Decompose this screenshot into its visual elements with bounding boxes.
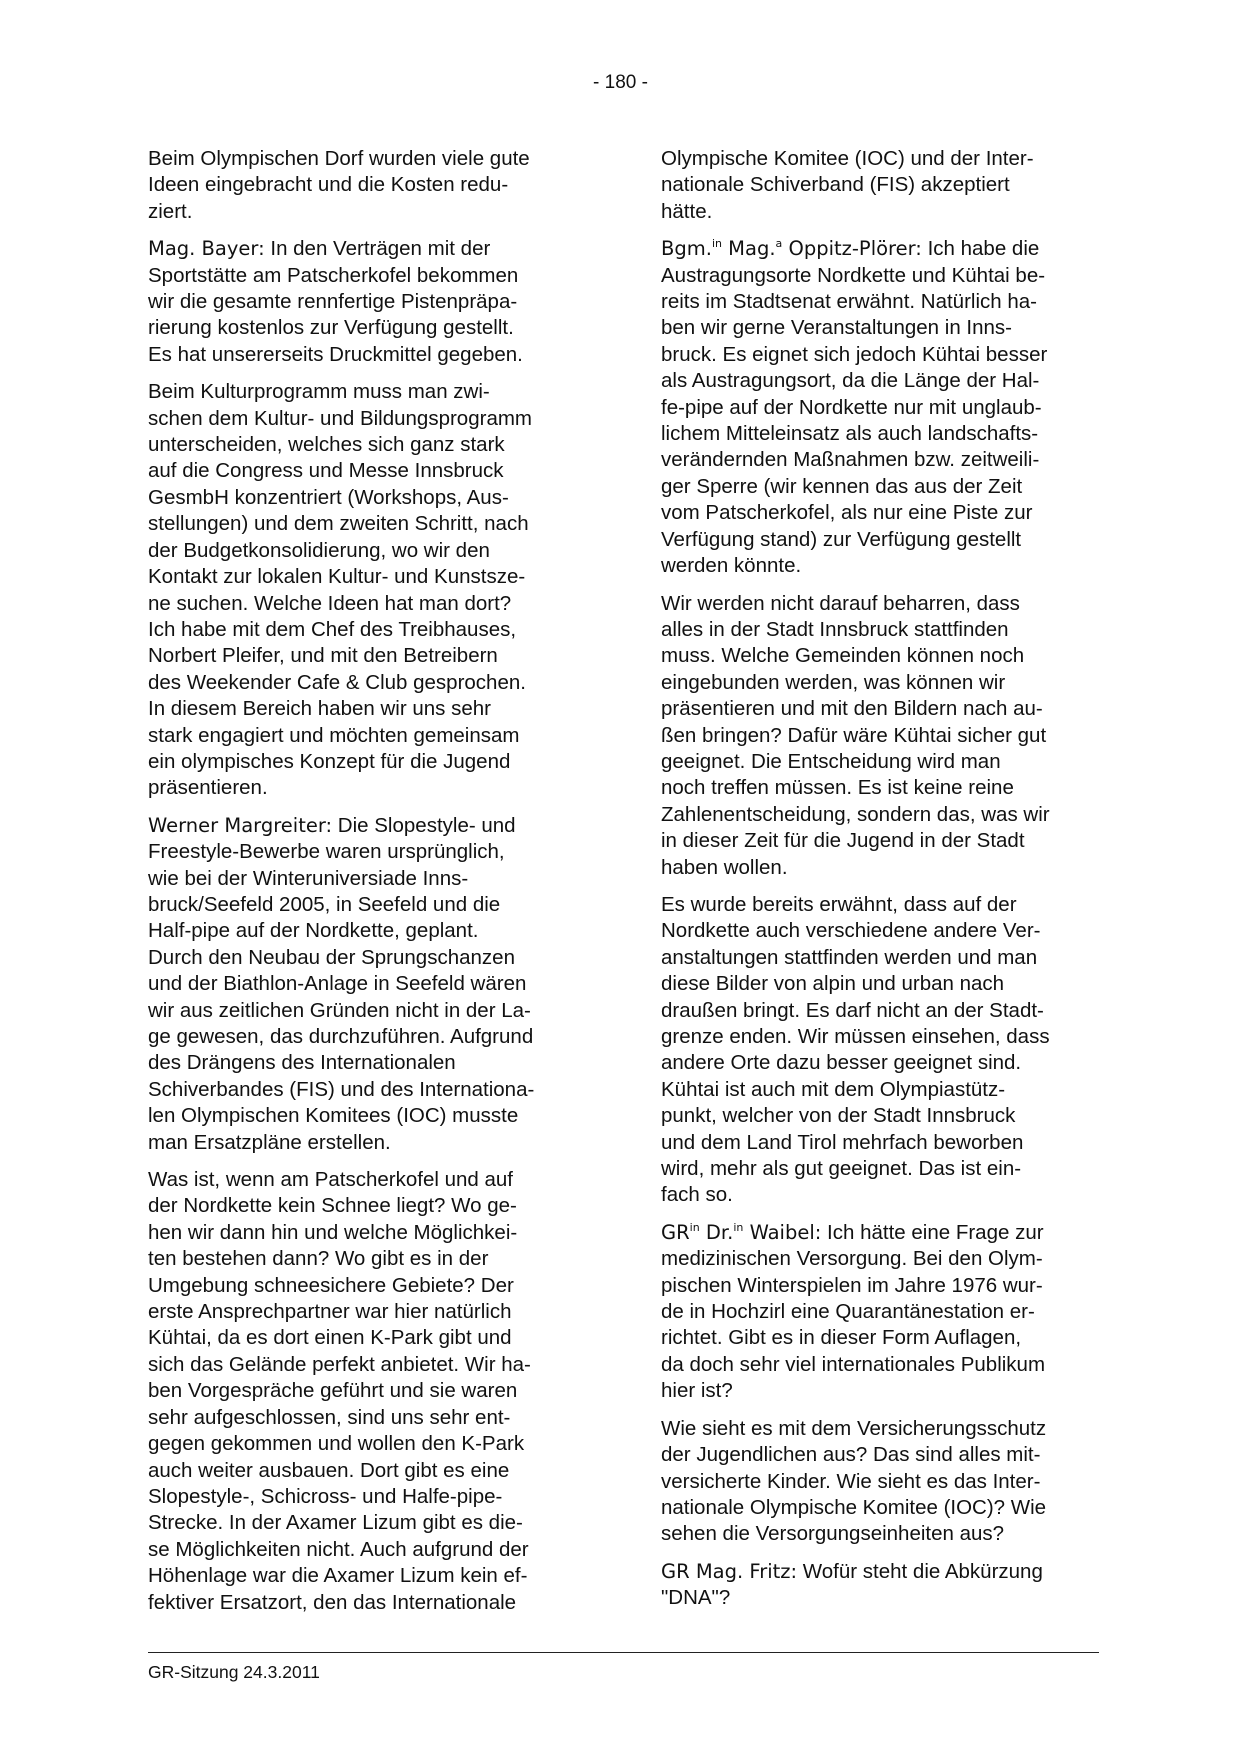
text-line: Ich habe mit dem Chef des Treibhauses, xyxy=(148,617,517,641)
speaker-title: Dr. xyxy=(699,1220,734,1244)
text-line: sehr aufgeschlossen, sind uns sehr ent- xyxy=(148,1405,511,1429)
text-line: des Drängens des Internationalen xyxy=(148,1051,456,1075)
text-line: Kühtai ist auch mit dem Olympiastütz- xyxy=(661,1077,1006,1101)
text-line: präsentieren. xyxy=(148,776,268,800)
speaker-name: GR Mag. Fritz: xyxy=(661,1559,798,1583)
text-line: ben Vorgespräche geführt und sie waren xyxy=(148,1379,518,1403)
text-line: der Nordkette kein Schnee liegt? Wo ge- xyxy=(148,1194,517,1218)
text-line: de in Hochzirl eine Quarantänestation er- xyxy=(661,1300,1035,1324)
text-line: len Olympischen Komitees (IOC) musste xyxy=(148,1104,519,1128)
text-line: gegen gekommen und wollen den K-Park xyxy=(148,1432,525,1456)
text-line: Es wurde bereits erwähnt, dass auf der xyxy=(661,892,1017,916)
text-line: pischen Winterspielen im Jahre 1976 wur- xyxy=(661,1273,1043,1297)
speaker-title: Mag. xyxy=(721,237,776,261)
text-line: Norbert Pleifer, und mit den Betreibern xyxy=(148,644,498,668)
footer-divider xyxy=(148,1652,1099,1653)
superscript: in xyxy=(711,237,722,251)
paragraph xyxy=(148,146,598,225)
text-line xyxy=(148,813,598,839)
text-line: ziert. xyxy=(148,199,193,223)
text-line: Umgebung schneesichere Gebiete? Der xyxy=(148,1273,514,1297)
paragraph xyxy=(661,146,1111,225)
superscript: in xyxy=(689,1220,700,1234)
text-segment: Ich habe die xyxy=(921,237,1040,261)
text-line: wir aus zeitlichen Gründen nicht in der La- xyxy=(148,998,531,1022)
paragraph xyxy=(148,813,598,1156)
text-line: versicherte Kinder. Wie sieht es das Inter- xyxy=(661,1469,1041,1493)
text-line: Freestyle-Bewerbe waren ursprünglich, xyxy=(148,840,505,864)
text-line: ßen bringen? Dafür wäre Kühtai sicher gut xyxy=(661,723,1047,747)
text-line: punkt, welcher von der Stadt Innsbruck xyxy=(661,1104,1016,1128)
paragraph xyxy=(661,1559,1111,1612)
text-line: da doch sehr viel internationales Publikum xyxy=(661,1352,1046,1376)
text-line: andere Orte dazu besser geeignet sind. xyxy=(661,1051,1022,1075)
speaker-surname: Oppitz-Plörer: xyxy=(782,237,922,261)
text-line: auch weiter ausbauen. Dort gibt es eine xyxy=(148,1458,510,1482)
paragraph xyxy=(148,236,598,368)
text-line: ben wir gerne Veranstaltungen in Inns- xyxy=(661,316,1013,340)
text-line: Es hat unsererseits Druckmittel gegeben. xyxy=(148,342,523,366)
text-line: und dem Land Tirol mehrfach beworben xyxy=(661,1130,1024,1154)
text-line: als Austragungsort, da die Länge der Hal- xyxy=(661,369,1040,393)
left-column xyxy=(148,146,598,1627)
text-line: ger Sperre (wir kennen das aus der Zeit xyxy=(661,474,1023,498)
text-segment: In den Verträgen mit der xyxy=(264,237,491,261)
superscript: in xyxy=(733,1220,744,1234)
text-line: stellungen) und dem zweiten Schritt, nach xyxy=(148,512,529,536)
text-line: wie bei der Winteruniversiade Inns- xyxy=(148,866,469,890)
text-line: wir die gesamte rennfertige Pistenpräpa- xyxy=(148,290,518,314)
text-line: der Budgetkonsolidierung, wo wir den xyxy=(148,538,490,562)
speaker-name: Werner Margreiter: xyxy=(148,813,333,837)
text-line: Ideen eingebracht und die Kosten redu- xyxy=(148,173,509,197)
text-line: muss. Welche Gemeinden können noch xyxy=(661,644,1025,668)
text-line: auf die Congress und Messe Innsbruck xyxy=(148,459,504,483)
text-line: wird, mehr als gut geeignet. Das ist ein- xyxy=(661,1157,1022,1181)
text-line: In diesem Bereich haben wir uns sehr xyxy=(148,697,491,721)
text-segment: Ich hätte eine Frage zur xyxy=(821,1220,1044,1244)
text-line: Kontakt zur lokalen Kultur- und Kunstsze- xyxy=(148,565,526,589)
text-line: unterscheiden, welches sich ganz stark xyxy=(148,433,505,457)
right-column xyxy=(661,146,1111,1623)
text-line: "DNA"? xyxy=(661,1586,731,1610)
text-line: vom Patscherkofel, als nur eine Piste zur xyxy=(661,501,1033,525)
text-line: Austragungsorte Nordkette und Kühtai be- xyxy=(661,263,1046,287)
text-segment: Wofür steht die Abkürzung xyxy=(797,1559,1043,1583)
text-line: sich das Gelände perfekt anbietet. Wir ha- xyxy=(148,1352,531,1376)
text-line: se Möglichkeiten nicht. Auch aufgrund der xyxy=(148,1537,529,1561)
text-line: Was ist, wenn am Patscherkofel und auf xyxy=(148,1168,513,1192)
text-line: fe-pipe auf der Nordkette nur mit unglaub- xyxy=(661,395,1042,419)
text-line: verändernden Maßnahmen bzw. zeitweili- xyxy=(661,448,1040,472)
speaker-name xyxy=(661,1221,821,1244)
paragraph xyxy=(148,379,598,802)
text-line: Half-pipe auf der Nordkette, geplant. xyxy=(148,919,479,943)
text-line: geeignet. Die Entscheidung wird man xyxy=(661,749,1001,773)
text-line: hätte. xyxy=(661,199,713,223)
text-line: Sportstätte am Patscherkofel bekommen xyxy=(148,263,519,287)
text-line: ten bestehen dann? Wo gibt es in der xyxy=(148,1247,489,1271)
text-line: grenze enden. Wir müssen einsehen, dass xyxy=(661,1025,1050,1048)
text-line: werden könnte. xyxy=(661,554,802,578)
paragraph xyxy=(661,236,1111,579)
text-line: erste Ansprechpartner war hier natürlich xyxy=(148,1300,512,1324)
text-line: Beim Kulturprogramm muss man zwi- xyxy=(148,380,490,404)
text-line: richtet. Gibt es in dieser Form Auflagen, xyxy=(661,1326,1022,1350)
text-line xyxy=(661,236,1111,262)
speaker-surname: Waibel: xyxy=(743,1220,822,1244)
text-line: hier ist? xyxy=(661,1379,733,1403)
text-line: Verfügung stand) zur Verfügung gestellt xyxy=(661,527,1022,551)
text-line: fach so. xyxy=(661,1183,733,1207)
text-line xyxy=(661,1220,1111,1246)
text-line: medizinischen Versorgung. Bei den Olym- xyxy=(661,1247,1043,1271)
text-line xyxy=(148,236,598,262)
paragraph xyxy=(661,1220,1111,1405)
speaker-title: GR xyxy=(661,1220,690,1244)
text-line: Zahlenentscheidung, sondern das, was wir xyxy=(661,802,1050,826)
text-line: ne suchen. Welche Ideen hat man dort? xyxy=(148,591,512,615)
text-line: Strecke. In der Axamer Lizum gibt es die- xyxy=(148,1511,523,1535)
text-line: diese Bilder von alpin und urban nach xyxy=(661,972,1005,996)
text-line: lichem Mitteleinsatz als auch landschafts- xyxy=(661,422,1039,446)
footer-text: GR-Sitzung 24.3.2011 xyxy=(148,1662,320,1682)
speaker-title: Bgm. xyxy=(661,237,712,261)
text-line: sehen die Versorgungseinheiten aus? xyxy=(661,1522,1005,1546)
text-line: GesmbH konzentriert (Workshops, Aus- xyxy=(148,485,509,509)
text-line: fektiver Ersatzort, den das Internationale xyxy=(148,1590,517,1614)
text-line: ein olympisches Konzept für die Jugend xyxy=(148,749,511,773)
text-line: und der Biathlon-Anlage in Seefeld wären xyxy=(148,972,527,996)
paragraph xyxy=(661,892,1111,1209)
text-line: präsentieren und mit den Bildern nach au- xyxy=(661,697,1043,721)
text-line: reits im Stadtsenat erwähnt. Natürlich ha- xyxy=(661,290,1037,314)
text-line: Schiverbandes (FIS) und des Internationa- xyxy=(148,1077,535,1101)
text-line: der Jugendlichen aus? Das sind alles mit- xyxy=(661,1443,1041,1467)
text-line: noch treffen müssen. Es ist keine reine xyxy=(661,776,1014,800)
text-line: alles in der Stadt Innsbruck stattfinden xyxy=(661,617,1009,641)
text-line: anstaltungen stattfinden werden und man xyxy=(661,945,1038,969)
page-number: - 180 - xyxy=(593,72,648,93)
text-line xyxy=(661,1559,1111,1585)
text-line: eingebunden werden, was können wir xyxy=(661,670,1006,694)
paragraph xyxy=(661,591,1111,881)
text-line: schen dem Kultur- und Bildungsprogramm xyxy=(148,406,532,430)
text-line: Wie sieht es mit dem Versicherungsschutz xyxy=(661,1416,1047,1440)
text-line: hen wir dann hin und welche Möglichkei- xyxy=(148,1220,518,1244)
superscript: a xyxy=(775,237,783,251)
text-line: Durch den Neubau der Sprungschanzen xyxy=(148,945,515,969)
paragraph xyxy=(148,1167,598,1616)
text-line: haben wollen. xyxy=(661,855,788,879)
text-line: Wir werden nicht darauf beharren, dass xyxy=(661,591,1020,615)
text-line: bruck. Es eignet sich jedoch Kühtai besser xyxy=(661,342,1048,366)
text-segment: Die Slopestyle- und xyxy=(332,813,516,837)
speaker-name xyxy=(661,237,922,260)
text-line: Slopestyle-, Schicross- und Halfe-pipe- xyxy=(148,1484,503,1508)
speaker-name: Mag. Bayer: xyxy=(148,237,265,261)
text-line: Kühtai, da es dort einen K-Park gibt und xyxy=(148,1326,512,1350)
text-line: des Weekender Cafe & Club gesprochen. xyxy=(148,670,526,694)
paragraph xyxy=(661,1416,1111,1548)
text-line: bruck/Seefeld 2005, in Seefeld und die xyxy=(148,892,501,916)
text-line: Olympische Komitee (IOC) und der Inter- xyxy=(661,147,1034,170)
text-line: ge gewesen, das durchzuführen. Aufgrund xyxy=(148,1025,534,1048)
text-line: Nordkette auch verschiedene andere Ver- xyxy=(661,919,1041,943)
text-line: rierung kostenlos zur Verfügung gestellt. xyxy=(148,316,514,340)
text-line: Beim Olympischen Dorf wurden viele gute xyxy=(148,147,530,170)
text-line: in dieser Zeit für die Jugend in der Stadt xyxy=(661,829,1025,853)
text-line: stark engagiert und möchten gemeinsam xyxy=(148,723,520,747)
text-line: nationale Schiverband (FIS) akzeptiert xyxy=(661,173,1010,197)
text-line: draußen bringt. Es darf nicht an der Stadt- xyxy=(661,998,1044,1022)
text-line: man Ersatzpläne erstellen. xyxy=(148,1130,391,1154)
text-line: nationale Olympische Komitee (IOC)? Wie xyxy=(661,1495,1047,1519)
text-line: Höhenlage war die Axamer Lizum kein ef- xyxy=(148,1564,528,1588)
